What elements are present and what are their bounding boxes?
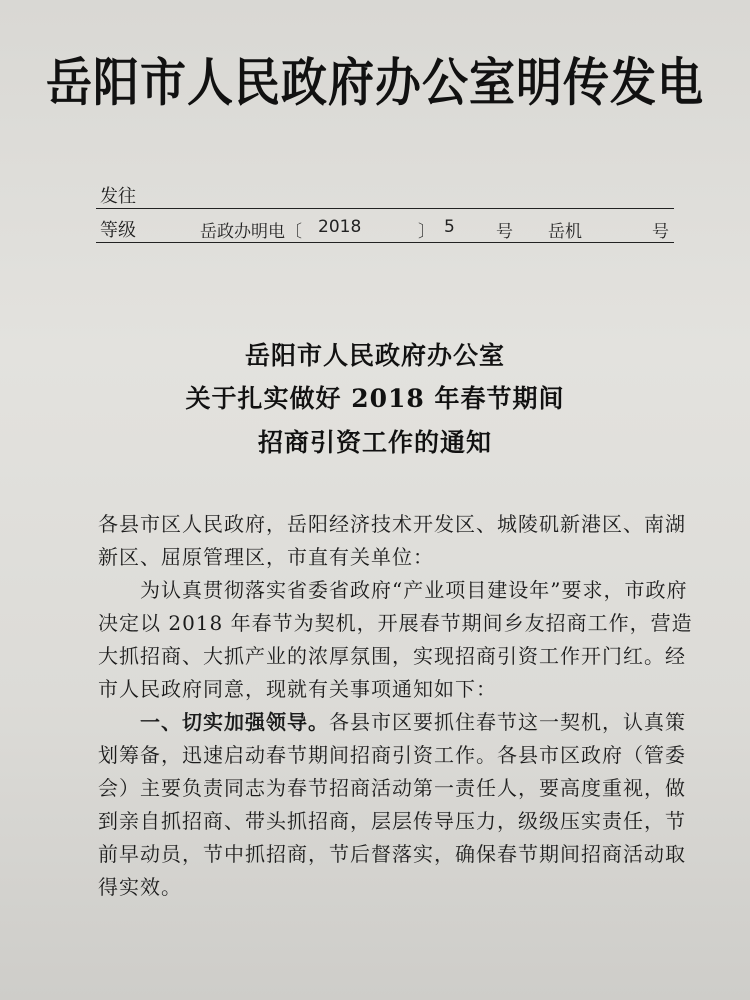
section-1-heading: 一、切实加强领导。 <box>140 710 329 734</box>
grade-rule <box>96 242 674 243</box>
telegram-header-title: 岳阳市人民政府办公室明传发电 <box>46 52 704 113</box>
recipients-paragraph: 各县市区人民政府，岳阳经济技术开发区、城陵矶新港区、南湖新区、屈原管理区，市直有关单位： <box>98 512 686 569</box>
send-to-rule <box>96 208 674 209</box>
doc-title-line-2: 关于扎实做好 2018 年春节期间 <box>185 384 565 413</box>
grade-label: 等级 <box>100 220 136 241</box>
send-to-label: 发往 <box>100 186 136 207</box>
doc-number-hao: 号 <box>496 222 513 242</box>
doc-title-line-1: 岳阳市人民政府办公室 <box>244 341 505 370</box>
doc-number-value: 5 <box>444 217 455 237</box>
machine-label: 岳机 <box>548 222 582 242</box>
doc-title-line-3: 招商引资工作的通知 <box>257 428 492 457</box>
intro-paragraph: 为认真贯彻落实省委省政府“产业项目建设年”要求，市政府决定以 2018 年春节为契机，开展春节期间乡友招商工作，营造大抓招商、大抓产业的浓厚氛围，实现招商引资工作开门红。经市人民政府同意，现就有关事项通知如下： <box>98 578 693 701</box>
doc-number-prefix: 岳政办明电〔 <box>200 222 302 242</box>
doc-number-year: 2018 <box>318 217 362 237</box>
section-1-text: 各县市区要抓住春节这一契机，认真策划筹备，迅速启动春节期间招商引资工作。各县市区政府（管委会）主要负责同志为春节招商活动第一责任人，要高度重视，做到亲自抓招商、带头抓招商，层层传导压力，级级压实责任，节前早动员，节中抓招商，节后督落实，确保春节期间招商活动取得实效。 <box>98 710 686 899</box>
machine-hao: 号 <box>652 222 669 242</box>
section-1-paragraph <box>98 706 698 904</box>
doc-number-close: 〕 <box>418 222 435 242</box>
